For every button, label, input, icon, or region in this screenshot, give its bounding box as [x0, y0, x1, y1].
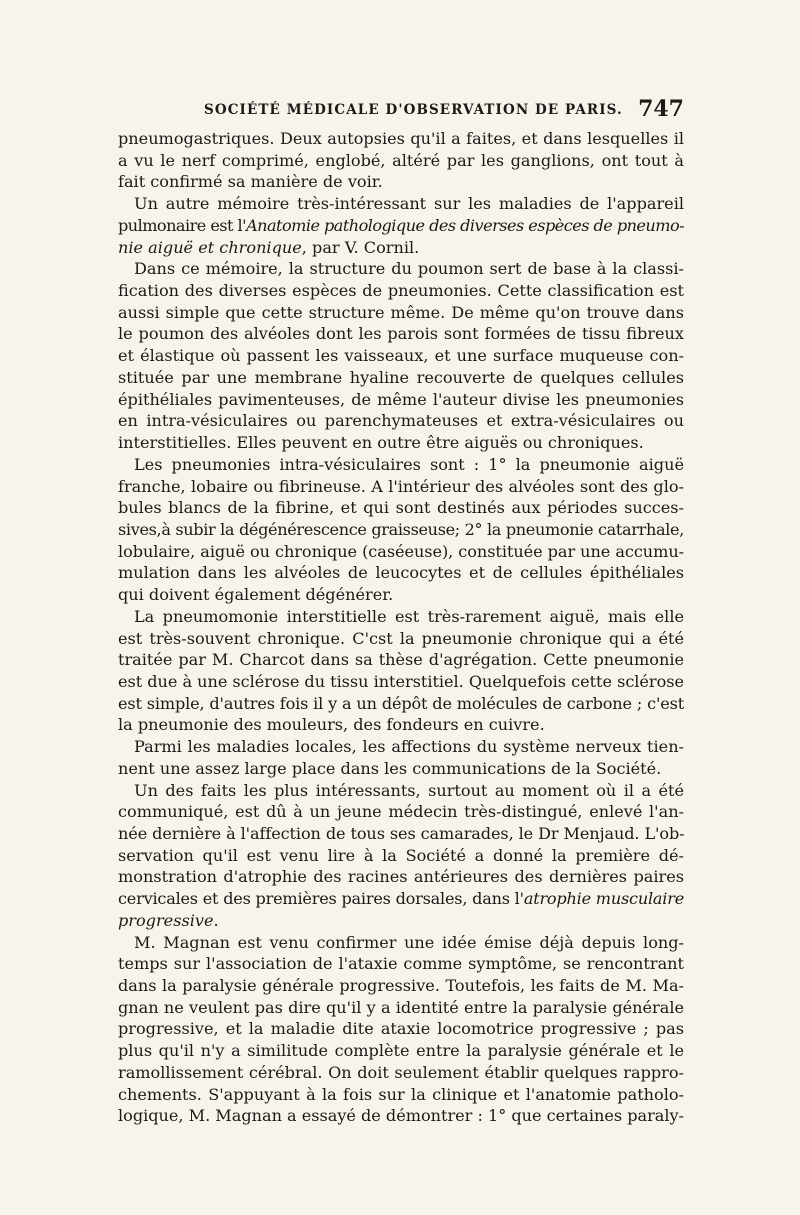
- text-line: Un autre mémoire très-intéressant sur les maladies de l'appareil: [134, 194, 684, 214]
- text-line: nent une assez large place dans les communications de la Société.: [118, 758, 662, 778]
- text-line: est simple, d'autres fois il y a un dépôt de molécules de carbone ; c'est: [118, 693, 685, 713]
- text-line: [118, 215, 684, 237]
- text-segment: .: [213, 910, 219, 930]
- text-line: logique, M. Magnan a essayé de démontrer : 1° que certaines paraly-: [118, 1106, 684, 1126]
- text-line: chements. S'appuyant à la fois sur la clinique et l'anatomie patholo-: [118, 1084, 684, 1104]
- text-line: Parmi les maladies locales, les affections du système nerveux tien-: [134, 737, 684, 757]
- text-line: franche, lobaire ou fibrineuse. A l'intérieur des alvéoles sont des glo-: [118, 476, 684, 496]
- text-line: née dernière à l'affection de tous ses camarades, le Dr Menjaud. L'ob-: [118, 824, 685, 843]
- italic-title-segment: atrophie musculaire: [523, 889, 684, 909]
- text-line: temps sur l'association de l'ataxie comme symptôme, se rencontrant: [118, 954, 684, 974]
- body-text: [118, 128, 684, 1127]
- text-line: traitée par M. Charcot dans sa thèse d'agrégation. Cette pneumonie: [118, 650, 684, 670]
- text-line: progressive, et la maladie dite ataxie locomotrice progressive ; pas: [118, 1019, 684, 1039]
- text-line: Un des faits les plus intéressants, surtout au moment où il a été: [134, 780, 684, 800]
- text-line: bules blancs de la fibrine, et qui sont destinés aux périodes succes-: [118, 498, 684, 518]
- text-line: est due à une sclérose du tissu interstitiel. Quelquefois cette sclérose: [118, 671, 684, 691]
- text-line: plus qu'il n'y a similitude complète entre la paralysie générale et le: [118, 1041, 684, 1061]
- text-segment: cervicales et des premières paires dorsales, dans l': [118, 889, 524, 909]
- text-line: servation qu'il est venu lire à la Société a donné la première dé-: [118, 845, 684, 865]
- text-line: lobulaire, aiguë ou chronique (caséeuse), constituée par une accumu-: [118, 541, 685, 561]
- text-line: Les pneumonies intra-vésiculaires sont : 1° la pneumonie aiguë: [134, 454, 684, 474]
- text-segment: pulmonaire est l': [118, 215, 247, 235]
- text-line: M. Magnan est venu confirmer une idée émise déjà depuis long-: [134, 932, 684, 952]
- text-line: communiqué, est dû à un jeune médecin très-distingué, enlevé l'an-: [118, 802, 684, 822]
- italic-title-segment: progressive: [118, 910, 214, 930]
- text-line: [118, 910, 684, 932]
- text-line: et élastique où passent les vaisseaux, et une surface muqueuse con-: [118, 346, 684, 366]
- text-segment: , par V. Cornil.: [301, 237, 420, 257]
- text-line: interstitielles. Elles peuvent en outre être aiguës ou chroniques.: [118, 433, 644, 453]
- text-line: mulation dans les alvéoles de leucocytes et de cellules épithéliales: [118, 563, 684, 583]
- text-line: gnan ne veulent pas dire qu'il y a identité entre la paralysie générale: [118, 997, 684, 1017]
- text-line: sives,à subir la dégénérescence graisseuse; 2° la pneumonie catarrhale,: [118, 519, 684, 539]
- text-line: pneumogastriques. Deux autopsies qu'il a faites, et dans lesquelles il: [118, 129, 684, 148]
- text-line: [118, 237, 684, 259]
- text-line: est très-souvent chronique. C'cst la pneumonie chronique qui a été: [118, 628, 684, 648]
- text-line: ramollissement cérébral. On doit seulement établir quelques rappro-: [118, 1062, 684, 1082]
- text-line: en intra-vésiculaires ou parenchymateuses et extra-vésiculaires ou: [118, 411, 684, 431]
- text-line: monstration d'atrophie des racines antérieures des dernières paires: [118, 867, 684, 887]
- italic-title-segment: nie aiguë et chronique: [118, 237, 302, 257]
- page-number: 747: [638, 96, 684, 122]
- page-header: [118, 96, 684, 122]
- text-line: a vu le nerf comprimé, englobé, altéré par les ganglions, ont tout à: [118, 150, 684, 170]
- text-line: La pneumomonie interstitielle est très-rarement aiguë, mais elle: [134, 606, 684, 626]
- text-line: stituée par une membrane hyaline recouverte de quelques cellules: [118, 367, 684, 387]
- text-line: [118, 888, 684, 910]
- text-line: la pneumonie des mouleurs, des fondeurs en cuivre.: [118, 715, 545, 735]
- text-line: épithéliales pavimenteuses, de même l'auteur divise les pneumonies: [118, 389, 684, 409]
- text-line: fait confirmé sa manière de voir.: [118, 172, 383, 192]
- text-line: Dans ce mémoire, la structure du poumon sert de base à la classi-: [134, 259, 684, 279]
- text-line: aussi simple que cette structure même. De même qu'on trouve dans: [118, 302, 684, 322]
- italic-title-segment: Anatomie pathologique des diverses espèces de pneumo-: [246, 215, 685, 235]
- text-line: qui doivent également dégénérer.: [118, 585, 394, 605]
- text-line: fication des diverses espèces de pneumonies. Cette classification est: [118, 281, 684, 301]
- running-title: SOCIÉTÉ MÉDICALE D'OBSERVATION DE PARIS.: [204, 102, 623, 118]
- text-line: le poumon des alvéoles dont les parois sont formées de tissu fibreux: [118, 324, 684, 344]
- text-line: dans la paralysie générale progressive. Toutefois, les faits de M. Ma-: [118, 976, 684, 996]
